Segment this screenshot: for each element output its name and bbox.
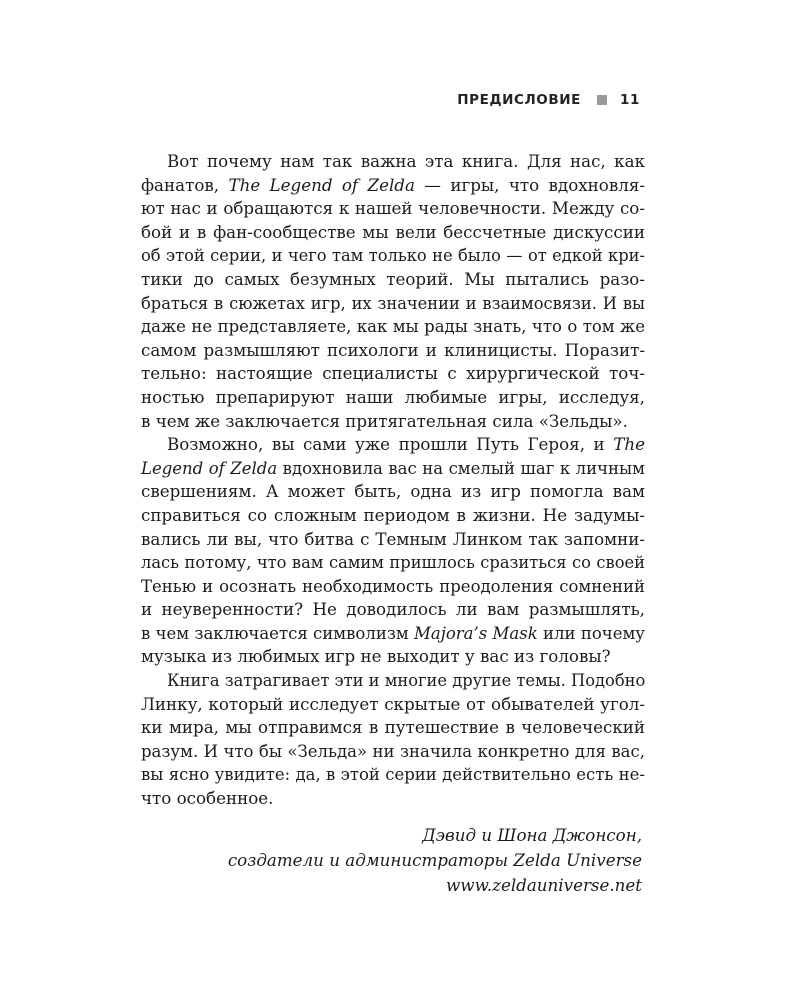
text-line xyxy=(141,693,645,717)
text-run: Тенью и осознать необходимость преодоления сомнений xyxy=(141,576,645,596)
text-run: браться в сюжетах игр, их значении и взаимосвязи. И вы xyxy=(141,293,645,313)
text-line xyxy=(141,197,645,221)
text-line xyxy=(141,339,645,363)
signature-names: Дэвид и Шона Джонсон, xyxy=(422,825,642,845)
text-run: свершениям. А может быть, одна из игр помогла вам xyxy=(141,481,645,502)
text-run: — игры, что вдохновля- xyxy=(414,174,645,195)
text-run: об этой серии, и чего там только не было — от едкой кри- xyxy=(141,246,645,266)
text-line xyxy=(141,598,645,622)
text-line xyxy=(141,716,645,740)
text-line xyxy=(141,433,645,457)
signature xyxy=(228,823,642,898)
text-run: вы ясно увидите: да, в этой серии действительно есть не- xyxy=(141,765,645,785)
text-line xyxy=(141,504,645,528)
text-run: что особенное. xyxy=(141,788,274,809)
text-run: вались ли вы, что битва с Темным Линком так запомни- xyxy=(141,528,645,549)
text-run: тики до самых безумных теорий. Мы пытались разо- xyxy=(141,268,645,289)
text-line xyxy=(141,292,645,316)
text-run: лась потому, что вам самим пришлось сразиться со своей xyxy=(141,553,645,573)
text-run: ки мира, мы отправимся в путешествие в человеческий xyxy=(141,717,645,738)
text-line xyxy=(141,575,645,599)
signature-website: www.zeldauniverse.net xyxy=(446,875,642,895)
text-run: в чем заключается символизм xyxy=(141,623,414,643)
text-run: в чем же заключается притягательная сила «Зельды». xyxy=(141,410,628,431)
text-line xyxy=(141,244,645,268)
text-run: или почему xyxy=(537,623,645,643)
italic-title: Majora’s Mask xyxy=(413,623,538,643)
text-run: бой и в фан-сообществе мы вели бессчетные дискуссии xyxy=(141,221,645,242)
italic-title: The xyxy=(613,434,645,455)
text-line xyxy=(141,551,645,575)
text-line xyxy=(141,315,645,339)
text-run: ностью препарируют наши любимые игры, исследуя, xyxy=(141,386,645,407)
italic-title: Legend of Zelda xyxy=(141,458,278,478)
text-line xyxy=(141,362,645,386)
italic-title: The Legend of Zelda xyxy=(228,174,415,195)
text-line xyxy=(141,457,645,481)
text-run: ют нас и обращаются к нашей человечности. Между со- xyxy=(141,198,645,219)
text-run: вдохновила вас на смелый шаг к личным xyxy=(277,458,645,478)
text-run: справиться со сложным периодом в жизни. Не задумы- xyxy=(141,504,645,525)
text-line xyxy=(141,268,645,292)
text-line xyxy=(141,386,645,410)
text-line xyxy=(141,480,645,504)
running-head xyxy=(457,92,640,108)
text-line xyxy=(141,174,645,198)
page-number: 11 xyxy=(620,92,640,108)
text-run: тельно: настоящие специалисты с хирургической точ- xyxy=(141,363,645,384)
signature-role: создатели и администраторы Zelda Universe xyxy=(227,850,642,870)
body-text xyxy=(141,150,645,811)
text-run: разум. И что бы «Зельда» ни значила конкретно для вас, xyxy=(141,741,645,761)
text-line xyxy=(141,787,645,811)
text-line xyxy=(141,410,645,434)
text-line xyxy=(141,645,645,669)
text-run: самом размышляют психологи и клиницисты. Поразит- xyxy=(141,339,645,360)
text-line xyxy=(141,150,645,174)
section-title: ПРЕДИСЛОВИЕ xyxy=(457,92,581,108)
text-line xyxy=(141,622,645,646)
text-run: даже не представляете, как мы рады знать, что о том же xyxy=(141,317,645,337)
text-line xyxy=(141,669,645,693)
text-line xyxy=(141,740,645,764)
text-line xyxy=(141,528,645,552)
text-run: музыка из любимых игр не выходит у вас из головы? xyxy=(141,646,611,667)
separator-square-icon xyxy=(597,95,607,105)
text-line xyxy=(141,763,645,787)
text-run: фанатов, xyxy=(141,174,229,195)
text-run: Вот почему нам так важна эта книга. Для нас, как xyxy=(167,151,645,171)
text-run: Линку, который исследует скрытые от обывателей угол- xyxy=(141,693,645,714)
text-run: и неуверенности? Не доводилось ли вам размышлять, xyxy=(141,599,645,620)
text-line xyxy=(141,221,645,245)
text-run: Возможно, вы сами уже прошли Путь Героя, и xyxy=(167,434,614,455)
text-run: Книга затрагивает эти и многие другие темы. Подобно xyxy=(167,671,646,691)
